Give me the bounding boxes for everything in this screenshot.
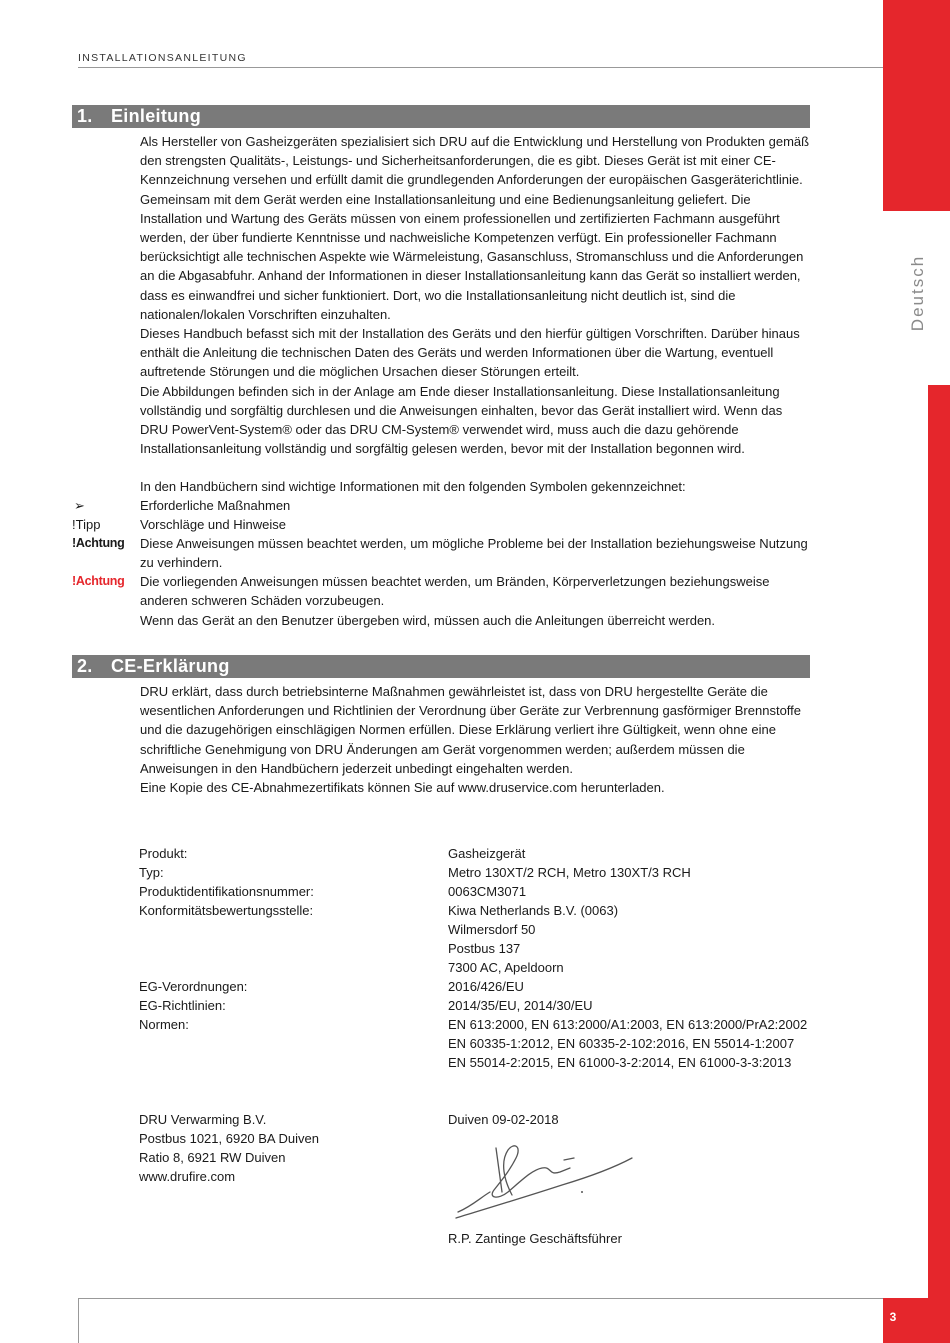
declaration-label: Konformitätsbewertungsstelle: bbox=[139, 903, 314, 918]
handover-note: Wenn das Gerät an den Benutzer übergeben wird, müssen auch die Anleitungen überreicht werden. bbox=[140, 613, 716, 628]
declaration-label: EG-Verordnungen: bbox=[139, 979, 248, 994]
declaration-value: 0063CM3071 bbox=[448, 884, 527, 899]
signature bbox=[452, 1140, 642, 1225]
declaration-label: Typ: bbox=[139, 865, 164, 880]
ce-body bbox=[140, 682, 812, 797]
warning-symbol: !Achtung bbox=[72, 574, 125, 588]
footer-vertical-rule bbox=[78, 1298, 79, 1343]
header-divider bbox=[78, 67, 883, 68]
declaration-value: EN 55014-2:2015, EN 61000-3-2:2014, EN 61000-3-3:2013 bbox=[448, 1055, 792, 1070]
company-street: Ratio 8, 6921 RW Duiven bbox=[139, 1150, 286, 1165]
declaration-value: Gasheizgerät bbox=[448, 846, 526, 861]
intro-body bbox=[140, 132, 812, 458]
intro-paragraph: Dieses Handbuch befasst sich mit der Installation des Geräts und den hierfür gültigen Vorschriften. Darüber hinaus enthält die Anleitung die technischen Daten des Geräts und werden Informationen über die Wartung, eventuell auftretende Störungen und die möglichen Ursachen dieser Störungen erteilt. bbox=[140, 326, 800, 380]
declaration-value: Postbus 137 bbox=[448, 941, 521, 956]
section-number: 2. bbox=[77, 656, 93, 676]
declaration-value: Wilmersdorf 50 bbox=[448, 922, 536, 937]
language-tab-label: Deutsch bbox=[908, 254, 927, 332]
declaration-value: Metro 130XT/2 RCH, Metro 130XT/3 RCH bbox=[448, 865, 691, 880]
document-header: INSTALLATIONSANLEITUNG bbox=[78, 52, 247, 64]
symbol-description: Erforderliche Maßnahmen bbox=[140, 498, 291, 513]
side-accent-bar-top bbox=[883, 0, 950, 211]
intro-paragraph: Als Hersteller von Gasheizgeräten spezialisiert sich DRU auf die Entwicklung und Herstellung von Produkten gemäß den strengsten Qualitäts-, Leistungs- und Sicherheitsanforderungen, die es gibt. Dieses Gerät ist mit einer CE-Kennzeichnung versehen und erfüllt damit die grundlegenden Anforderungen der europäischen Gasgeräterichtlinie. Gemeinsam mit dem Gerät werden eine Installationsanleitung und eine Bedienungsanleitung geliefert. Die Installation und Wartung des Geräts müssen von einem professionellen und zertifizierten Fachmann ausgeführt werden, der über fundierte Kenntnisse und nachweisliche Kompetenzen verfügt. Ein professioneller Fachmann berücksichtigt alle technischen Aspekte wie Wärmeleistung, Gasanschluss, Stromanschluss und die Anforderungen an die Abgasabfuhr. Anhand der Informationen in dieser Installationsanleitung kann das Gerät so installiert werden, dass es einwandfrei und sicher funktioniert. Dort, wo die Installationsanleitung nicht deutlich ist, sind die nationalen/lokalen Vorschriften einzuhalten. bbox=[140, 134, 810, 322]
ce-paragraph: Eine Kopie des CE-Abnahmezertifikats können Sie auf www.druservice.com herunterladen. bbox=[140, 780, 665, 796]
section-heading-ce-erklaerung bbox=[72, 655, 810, 678]
declaration-label: Produkt: bbox=[139, 846, 188, 861]
declaration-value: Kiwa Netherlands B.V. (0063) bbox=[448, 903, 619, 918]
declaration-value: EN 60335-1:2012, EN 60335-2-102:2016, EN 55014-1:2007 bbox=[448, 1036, 795, 1051]
symbol-description: Vorschläge und Hinweise bbox=[140, 517, 286, 532]
footer-divider bbox=[78, 1298, 883, 1299]
caution-symbol: !Achtung bbox=[72, 536, 125, 550]
page-number: 3 bbox=[889, 1310, 897, 1324]
company-name: DRU Verwarming B.V. bbox=[139, 1112, 267, 1127]
symbol-description: Die vorliegenden Anweisungen müssen beachtet werden, um Bränden, Körperverletzungen beziehungsweise anderen schweren Schäden vorzubeugen. bbox=[140, 574, 770, 609]
symbol-description: Diese Anweisungen müssen beachtet werden, um mögliche Probleme bei der Installation beziehungsweise Nutzung zu verhindern. bbox=[140, 536, 808, 571]
symbols-intro: In den Handbüchern sind wichtige Informationen mit den folgenden Symbolen gekennzeichnet: bbox=[140, 479, 686, 494]
intro-paragraph: Die Abbildungen befinden sich in der Anlage am Ende dieser Installationsanleitung. Diese Installationsanleitung vollständig und sorgfältig durchlesen und die Anweisungen einhalten, bevor das Gerät installiert wird. Wenn das DRU PowerVent-System® oder das DRU CM-System® verwendet wird, muss auch die dazu gehörende Installationsanleitung vollständig und sorgfältig gelesen werden, bevor mit der Installation begonnen wird. bbox=[140, 383, 783, 457]
place-date: Duiven 09-02-2018 bbox=[448, 1112, 559, 1127]
declaration-label: EG-Richtlinien: bbox=[139, 998, 226, 1013]
side-accent-bar-bottom bbox=[928, 385, 950, 1343]
company-website: www.drufire.com bbox=[139, 1169, 236, 1184]
signatory: R.P. Zantinge Geschäftsführer bbox=[448, 1231, 622, 1246]
declaration-value: 7300 AC, Apeldoorn bbox=[448, 960, 564, 975]
section-heading-einleitung bbox=[72, 105, 810, 128]
section-number: 1. bbox=[77, 106, 93, 126]
company-postbox: Postbus 1021, 6920 BA Duiven bbox=[139, 1131, 319, 1146]
declaration-value: 2014/35/EU, 2014/30/EU bbox=[448, 998, 593, 1013]
declaration-label: Normen: bbox=[139, 1017, 189, 1032]
page-number-box bbox=[883, 1298, 950, 1343]
declaration-value: EN 613:2000, EN 613:2000/A1:2003, EN 613:2000/PrA2:2002 bbox=[448, 1017, 808, 1032]
arrow-icon: ➢ bbox=[74, 498, 85, 513]
section-title: Einleitung bbox=[111, 106, 201, 126]
declaration-label: Produktidentifikationsnummer: bbox=[139, 884, 314, 899]
declaration-value: 2016/426/EU bbox=[448, 979, 524, 994]
ce-paragraph: DRU erklärt, dass durch betriebsinterne Maßnahmen gewährleistet ist, dass von DRU hergestellte Geräte die wesentlichen Anforderungen und Richtlinien der Verordnung über Geräte zur Verbrennung gasförmiger Brennstoffe und die dazugehörigen einschlägigen Normen erfüllen. Diese Erklärung verliert ihre Gültigkeit, wenn ohne eine schriftliche Genehmigung von DRU Änderungen am Gerät vorgenommen werden; außerdem müssen die Anweisungen in den Handbüchern jederzeit unbedingt eingehalten werden. bbox=[140, 684, 802, 776]
tip-symbol: !Tipp bbox=[72, 517, 101, 532]
section-title: CE-Erklärung bbox=[111, 656, 230, 676]
